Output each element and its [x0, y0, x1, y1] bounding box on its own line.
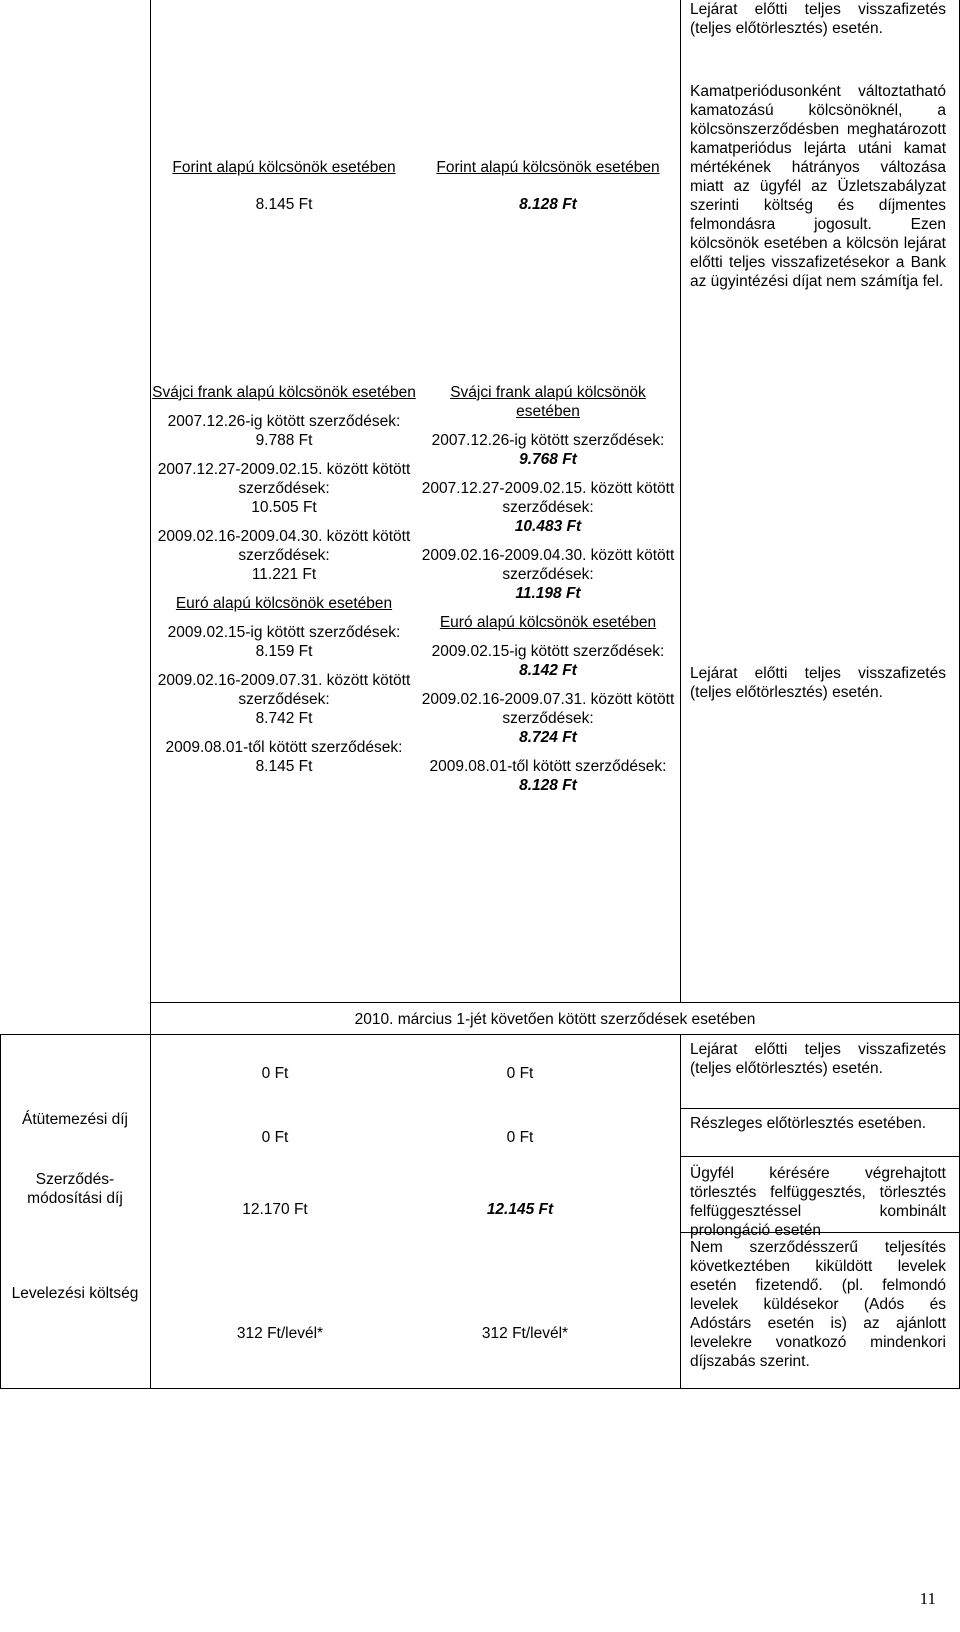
lower-header-text: 2010. március 1-jét követően kötött szerződések esetében [354, 1011, 756, 1028]
col-a-eur-item-label: 2009.02.15-ig kötött szerződések: [167, 624, 401, 641]
row-value-b [445, 1128, 595, 1147]
note-text: Ügyfél kérésére végrehajtott törlesztés felfüggesztés, törlesztés felfüggesztéssel kombinált prolongáció esetén [690, 1165, 946, 1239]
col-a-eur-item-value: 8.742 Ft [255, 710, 313, 727]
value-text: 0 Ft [506, 1129, 534, 1146]
note-top [690, 0, 946, 38]
col-b-eur-item-value: 8.724 Ft [519, 729, 577, 746]
note-interest [690, 82, 946, 291]
col-b-eur-item-value: 8.128 Ft [519, 777, 577, 794]
lower-header [150, 1010, 960, 1029]
row-label-contract-modification: Szerződés-módosítási díj [27, 1171, 123, 1207]
row-label-rescheduling: Átütemezési díj [22, 1111, 128, 1128]
col-a-chf-heading: Svájci frank alapú kölcsönök esetében [152, 384, 416, 401]
col-b-chf-item-value: 9.768 Ft [519, 451, 577, 468]
col-b-chf-item-value: 10.483 Ft [514, 518, 582, 535]
note-early-repayment: Lejárat előtti teljes visszafizetés (teljes előtörlesztés) esetén. [690, 1, 946, 37]
row-note [690, 1164, 946, 1240]
col-b-eur-item-label: 2009.02.15-ig kötött szerződések: [431, 643, 665, 660]
col-a-chf-item-value: 9.788 Ft [255, 432, 313, 449]
row-value-a [190, 1324, 370, 1343]
col-b-chf-item-label: 2009.02.16-2009.04.30. között kötött szerződések: [421, 547, 675, 583]
col-a-forint-fee: 8.145 Ft [255, 196, 313, 213]
col-a-eur-item-label: 2009.08.01-től kötött szerződések: [165, 739, 403, 756]
col-b-chf-item-label: 2007.12.26-ig kötött szerződések: [431, 432, 665, 449]
row-value-a [200, 1200, 350, 1219]
note-text: Részleges előtörlesztés esetében. [690, 1115, 927, 1132]
col-b-chf [420, 383, 676, 795]
row-note [690, 1114, 946, 1133]
col-b-upper [420, 158, 676, 214]
col-a-eur-item-value: 8.159 Ft [255, 643, 313, 660]
row-value-b [445, 1064, 595, 1083]
value-text: 312 Ft/levél* [236, 1325, 324, 1342]
page-number: 11 [919, 1589, 936, 1608]
col-b-chf-item-value: 11.198 Ft [515, 585, 581, 602]
note-text: Nem szerződésszerű teljesítés következtében kiküldött levelek esetén fizetendő. (pl. felmondó levelek küldésekor (Adós és Adóstárs esetén is) az ajánlott levelekre vonatkozó mindenkori díjszabás szerint. [690, 1239, 946, 1370]
note-mid [690, 664, 946, 702]
col-b-eur-item-label: 2009.08.01-től kötött szerződések: [429, 758, 667, 775]
row-label-correspondence: Levelezési költség [11, 1285, 139, 1302]
row-value-b [435, 1324, 615, 1343]
row-value-a [200, 1128, 350, 1147]
row-value-a [200, 1064, 350, 1083]
row-label [4, 1170, 146, 1208]
col-b-forint-fee: 8.128 Ft [519, 196, 577, 213]
col-a-forint-heading: Forint alapú kölcsönök esetében [172, 159, 396, 176]
col-a-chf [152, 383, 416, 776]
col-a-chf-item-value: 11.221 Ft [251, 566, 317, 583]
row-note [690, 1238, 946, 1371]
col-b-forint-heading: Forint alapú kölcsönök esetében [436, 159, 660, 176]
col-a-chf-item-label: 2009.02.16-2009.04.30. között kötött szerződések: [157, 528, 411, 564]
col-b-chf-heading: Svájci frank alapú kölcsönök esetében [450, 384, 646, 420]
col-a-chf-item-label: 2007.12.26-ig kötött szerződések: [167, 413, 401, 430]
note-early-repayment-mid: Lejárat előtti teljes visszafizetés (teljes előtörlesztés) esetén. [690, 665, 946, 701]
note-text: Lejárat előtti teljes visszafizetés (teljes előtörlesztés) esetén. [690, 1041, 946, 1077]
col-a-chf-item-value: 10.505 Ft [251, 499, 317, 516]
col-a-eur-heading: Euró alapú kölcsönök esetében [175, 595, 393, 612]
value-text: 312 Ft/levél* [481, 1325, 569, 1342]
col-a-eur-item-value: 8.145 Ft [255, 758, 313, 775]
value-text: 0 Ft [261, 1065, 289, 1082]
col-a-upper [152, 158, 416, 214]
value-text: 12.145 Ft [486, 1201, 554, 1218]
col-a-chf-item-label: 2007.12.27-2009.02.15. között kötött szerződések: [157, 461, 411, 497]
col-b-eur-item-value: 8.142 Ft [519, 662, 577, 679]
row-note [690, 1040, 946, 1078]
col-b-eur-item-label: 2009.02.16-2009.07.31. között kötött szerződések: [421, 691, 675, 727]
value-text: 0 Ft [261, 1129, 289, 1146]
row-value-b [445, 1200, 595, 1219]
col-b-chf-item-label: 2007.12.27-2009.02.15. között kötött szerződések: [421, 480, 675, 516]
row-label [4, 1110, 146, 1129]
value-text: 12.170 Ft [242, 1201, 308, 1218]
value-text: 0 Ft [506, 1065, 534, 1082]
col-b-eur-heading: Euró alapú kölcsönök esetében [439, 614, 657, 631]
col-a-eur-item-label: 2009.02.16-2009.07.31. között kötött szerződések: [157, 672, 411, 708]
note-interest-text: Kamatperiódusonként változtatható kamatozású kölcsönöknél, a kölcsönszerződésben meghatározott kamatperiódus lejárta utáni kamat mértékének hátrányos változása miatt az ügyfél az Üzletszabályzat szerinti költség és díjmentes felmondásra jogosult. Ezen kölcsönök esetében a kölcsön lejárat előtti teljes visszafizetésekor a Bank az ügyintézési díjat nem számítja fel. [690, 83, 946, 290]
row-label [4, 1284, 146, 1303]
